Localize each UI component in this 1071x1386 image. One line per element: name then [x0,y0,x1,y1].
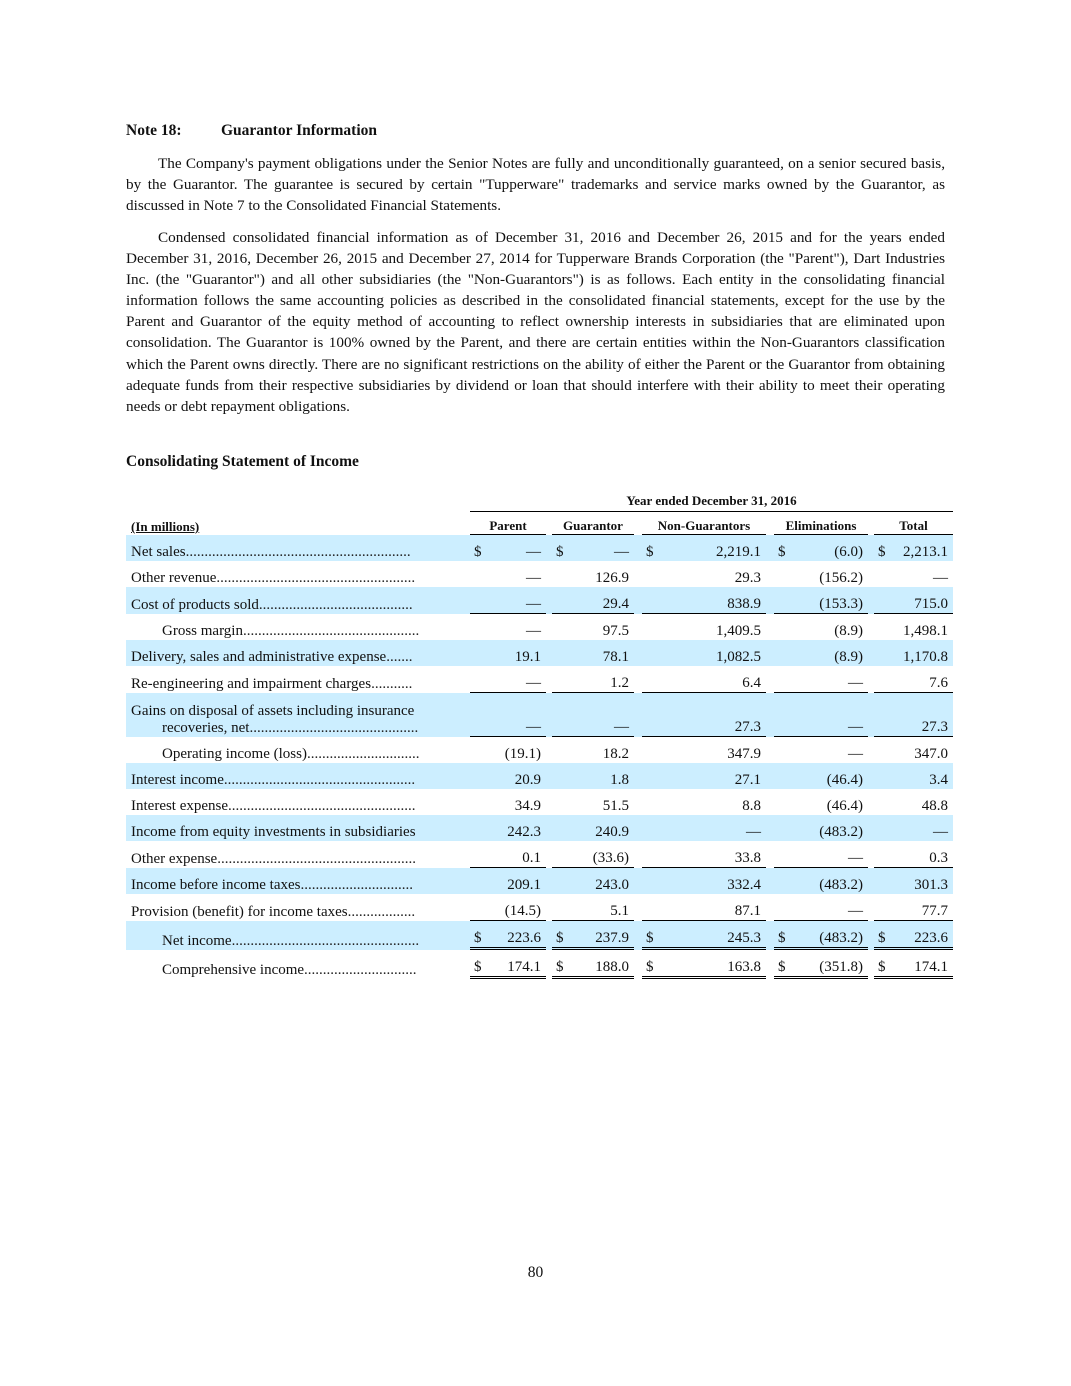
row-label-cell [126,815,466,841]
dollar-sign [642,894,658,921]
table-row [126,815,953,841]
value-guarantor: 1.8 [568,763,634,789]
dollar-sign [642,640,658,666]
value-parent: 20.9 [486,763,546,789]
leader-dots: ............................................... [242,623,420,639]
row-label: Operating income (loss) [162,746,307,762]
dollar-sign [874,841,890,868]
table-row [126,894,953,921]
dollar-sign [774,666,790,693]
dollar-sign: $ [874,535,890,561]
dollar-sign [874,640,890,666]
table-row [126,640,953,666]
dollar-sign [470,614,486,640]
value-guarantor: 188.0 [568,950,634,979]
dollar-sign [774,815,790,841]
dollar-sign: $ [552,921,568,950]
dollar-sign [470,789,486,815]
leader-dots: ......................................... [258,597,413,613]
row-label: Net sales [131,544,186,560]
value-total: 77.7 [890,894,953,921]
dollar-sign [642,614,658,640]
value-guarantor: (33.6) [568,841,634,868]
value-guarantor: 240.9 [568,815,634,841]
leader-dots: ..................................................... [217,851,416,867]
value-guarantor: 51.5 [602,798,629,814]
dollar-sign [774,841,790,868]
column-header-guarantor: Guarantor [552,512,634,535]
dollar-sign [874,815,890,841]
dollar-sign [874,666,890,693]
value-parent: (19.1) [504,746,541,762]
dollar-sign [552,868,568,894]
value-parent: 34.9 [514,798,541,814]
value-total: 301.3 [890,868,953,894]
dollar-sign [642,587,658,614]
dollar-sign [774,868,790,894]
dollar-sign [552,693,568,737]
dollar-sign [642,737,658,763]
dollar-sign [552,737,568,763]
dollar-sign [874,737,890,763]
dollar-sign [874,789,890,815]
value-total: — [890,815,953,841]
dollar-sign [552,640,568,666]
row-label-cell [126,614,466,640]
statement-title: Consolidating Statement of Income [126,453,359,470]
dollar-sign [774,693,790,737]
dollar-sign [470,737,486,763]
row-label-cell [126,868,466,894]
dollar-sign [470,868,486,894]
leader-dots: .............................. [300,877,414,893]
page-number: 80 [527,1264,544,1281]
dollar-sign: $ [774,535,790,561]
table-row [126,666,953,693]
value-total: 0.3 [890,841,953,868]
value-total: 48.8 [921,798,948,814]
value-parent: 0.1 [486,841,546,868]
value-parent: 19.1 [486,640,546,666]
value-total: 2,213.1 [890,535,953,561]
row-label-cell [126,737,466,763]
leader-dots: ..................................................... [216,570,416,586]
row-label-cell [126,894,466,921]
note-heading [126,122,377,140]
table-row [126,535,953,561]
column-header-non-guarantors: Non-Guarantors [642,512,766,535]
dollar-sign [552,666,568,693]
dollar-sign [874,561,890,587]
leader-dots: .................................................. [231,933,420,949]
value-parent: 174.1 [486,950,546,979]
dollar-sign [642,693,658,737]
dollar-sign [552,763,568,789]
value-non-guarantors: 2,219.1 [658,535,766,561]
row-label: Gross margin [162,623,243,639]
value-non-guarantors: 1,082.5 [658,640,766,666]
dollar-sign: $ [470,950,486,979]
value-eliminations: (8.9) [790,640,868,666]
dollar-sign: $ [470,921,486,950]
dollar-sign [470,693,486,737]
dollar-sign [552,815,568,841]
table-row [126,763,953,789]
table-row [126,737,953,763]
row-label-continued: recoveries, net [162,720,250,736]
row-label-cell [126,950,466,979]
row-label-cell [126,640,466,666]
dollar-sign [552,894,568,921]
value-total: — [933,570,948,586]
value-total: 347.0 [914,746,948,762]
value-eliminations: — [790,693,868,737]
dollar-sign [774,614,790,640]
table-row [126,587,953,614]
leader-dots: .............................. [306,746,420,762]
dollar-sign [470,666,486,693]
value-eliminations: — [848,746,863,762]
dollar-sign [874,614,890,640]
value-guarantor: 29.4 [568,587,634,614]
value-eliminations: (483.2) [790,815,868,841]
dollar-sign: $ [470,535,486,561]
row-label: Other revenue [131,570,217,586]
row-label: Income before income taxes [131,877,301,893]
paragraph-condensed-info: Condensed consolidated financial information as of December 31, 2016 and December 26, 2015 and for the years ended December 31, 2016, December 26, 2015 and December 27, 2014 for Tupperware Brands Corporation (the "Parent"), Dart Industries Inc. (the "Guarantor") and all other subsidiaries (the "Non-Guarantors") is as follows. Each entity in the consolidating financial information follows the same accounting policies as described in the consolidated financial statements, except for the use by the Parent and Guarantor of the equity method of accounting to reflect ownership interests in subsidiaries that are eliminated upon consolidation. The Guarantor is 100% owned by the Parent, and there are certain entities within the Non-Guarantors classification which the Parent owns directly. There are no significant restrictions on the ability of either the Parent or the Guarantor from obtaining adequate funds from their respective subsidiaries by dividend or loan that should interfere with their ability to meet their operating needs or debt repayment obligations. [126,229,945,415]
dollar-sign [552,789,568,815]
value-non-guarantors: 29.3 [734,570,761,586]
dollar-sign [642,561,658,587]
value-non-guarantors: 1,409.5 [716,623,761,639]
dollar-sign [774,763,790,789]
dollar-sign [774,561,790,587]
table-row [126,789,953,815]
value-total: 1,170.8 [890,640,953,666]
value-guarantor: 126.9 [595,570,629,586]
units-label: (In millions) [131,519,200,534]
leader-dots: .............................. [304,962,417,978]
note-number: Note 18: [126,122,182,139]
value-non-guarantors: 332.4 [658,868,766,894]
value-eliminations: (156.2) [819,570,863,586]
dollar-sign [774,894,790,921]
value-guarantor: 237.9 [568,921,634,950]
row-label-cell [126,587,466,614]
column-header-total: Total [874,512,953,535]
table-row [126,614,953,640]
row-label: Comprehensive income [162,962,305,978]
value-eliminations: (6.0) [790,535,868,561]
value-total: 223.6 [890,921,953,950]
value-eliminations: — [790,894,868,921]
row-label-cell [126,921,466,950]
dollar-sign [774,587,790,614]
row-label-cell [126,666,466,693]
dollar-sign: $ [874,950,890,979]
dollar-sign: $ [774,950,790,979]
value-non-guarantors: 33.8 [658,841,766,868]
row-label: Net income [162,933,232,949]
dollar-sign: $ [552,535,568,561]
consolidating-income-table [126,486,953,979]
dollar-sign [470,587,486,614]
dollar-sign [774,789,790,815]
value-eliminations: (46.4) [826,798,863,814]
value-parent: — [486,693,546,737]
value-guarantor: — [568,535,634,561]
value-non-guarantors: 163.8 [658,950,766,979]
value-parent: 223.6 [486,921,546,950]
row-label: Other expense [131,851,218,867]
row-label: Cost of products sold [131,597,259,613]
leader-dots: .................. [347,904,416,920]
value-parent: (14.5) [486,894,546,921]
dollar-sign [874,587,890,614]
dollar-sign: $ [642,950,658,979]
table-row [126,921,953,950]
dollar-sign [774,737,790,763]
table-row [126,950,953,979]
dollar-sign [774,640,790,666]
leader-dots: ................................................... [223,772,416,788]
dollar-sign [552,614,568,640]
value-parent: — [486,666,546,693]
value-guarantor: — [568,693,634,737]
dollar-sign: $ [642,921,658,950]
table-row [126,561,953,587]
leader-dots: .................................................. [228,798,416,814]
dollar-sign [470,894,486,921]
value-non-guarantors: 87.1 [658,894,766,921]
leader-dots: ........... [371,676,413,692]
value-eliminations: (153.3) [790,587,868,614]
value-non-guarantors: 6.4 [658,666,766,693]
dollar-sign [874,868,890,894]
dollar-sign [470,841,486,868]
value-guarantor: 1.2 [568,666,634,693]
row-label: Interest income [131,772,224,788]
value-total: 1,498.1 [903,623,948,639]
value-parent: 209.1 [486,868,546,894]
value-total: 174.1 [890,950,953,979]
value-guarantor: 97.5 [602,623,629,639]
value-parent: — [486,535,546,561]
value-parent: 242.3 [486,815,546,841]
value-non-guarantors: 27.3 [658,693,766,737]
value-eliminations: (8.9) [834,623,863,639]
value-non-guarantors: — [658,815,766,841]
value-eliminations: — [790,666,868,693]
value-total: 7.6 [890,666,953,693]
value-eliminations: (351.8) [790,950,868,979]
dollar-sign [642,841,658,868]
row-label-cell [126,763,466,789]
value-guarantor: 5.1 [568,894,634,921]
period-header: Year ended December 31, 2016 [470,486,953,512]
dollar-sign [470,815,486,841]
table-row [126,868,953,894]
dollar-sign [874,763,890,789]
value-guarantor: 78.1 [568,640,634,666]
value-eliminations: — [790,841,868,868]
row-label: Provision (benefit) for income taxes [131,904,348,920]
value-parent: — [526,570,541,586]
dollar-sign: $ [774,921,790,950]
row-label: Income from equity investments in subsidiaries [131,824,416,840]
table-row [126,841,953,868]
value-non-guarantors: 838.9 [658,587,766,614]
dollar-sign [642,763,658,789]
dollar-sign [642,815,658,841]
value-non-guarantors: 245.3 [658,921,766,950]
dollar-sign [552,841,568,868]
dollar-sign [874,693,890,737]
dollar-sign [470,640,486,666]
row-label: Gains on disposal of assets including insurance [131,703,415,719]
row-label: Re-engineering and impairment charges [131,676,372,692]
row-label-cell [126,841,466,868]
leader-dots: ....... [386,649,413,665]
row-label-cell [126,789,466,815]
value-parent: — [526,623,541,639]
dollar-sign [642,666,658,693]
dollar-sign [552,561,568,587]
row-label-cell [126,693,466,737]
value-total: 27.3 [890,693,953,737]
dollar-sign: $ [874,921,890,950]
value-eliminations: (46.4) [790,763,868,789]
value-guarantor: 243.0 [568,868,634,894]
dollar-sign: $ [642,535,658,561]
leader-dots: ............................................................ [185,544,411,560]
value-total: 3.4 [890,763,953,789]
value-non-guarantors: 347.9 [727,746,761,762]
column-header-parent: Parent [470,512,546,535]
value-parent: — [486,587,546,614]
dollar-sign [552,587,568,614]
column-header-eliminations: Eliminations [774,512,868,535]
value-total: 715.0 [890,587,953,614]
dollar-sign: $ [552,950,568,979]
dollar-sign [642,868,658,894]
value-non-guarantors: 27.1 [658,763,766,789]
value-eliminations: (483.2) [790,868,868,894]
leader-dots: ............................................. [249,720,419,736]
row-label-cell [126,561,466,587]
note-title: Guarantor Information [221,122,378,139]
dollar-sign [642,789,658,815]
dollar-sign [470,763,486,789]
value-non-guarantors: 8.8 [742,798,761,814]
dollar-sign [874,894,890,921]
row-label-cell [126,535,466,561]
value-guarantor: 18.2 [602,746,629,762]
row-label: Interest expense [131,798,229,814]
paragraph-guarantee: The Company's payment obligations under the Senior Notes are fully and unconditionally guaranteed, on a senior secured basis, by the Guarantor. The guarantee is secured by certain "Tupperware" trademarks and service marks owned by the Guarantor, as discussed in Note 7 to the Consolidated Financial Statements. [126,155,945,215]
row-label: Delivery, sales and administrative expense [131,649,387,665]
dollar-sign [470,561,486,587]
table-row [126,693,953,737]
value-eliminations: (483.2) [790,921,868,950]
